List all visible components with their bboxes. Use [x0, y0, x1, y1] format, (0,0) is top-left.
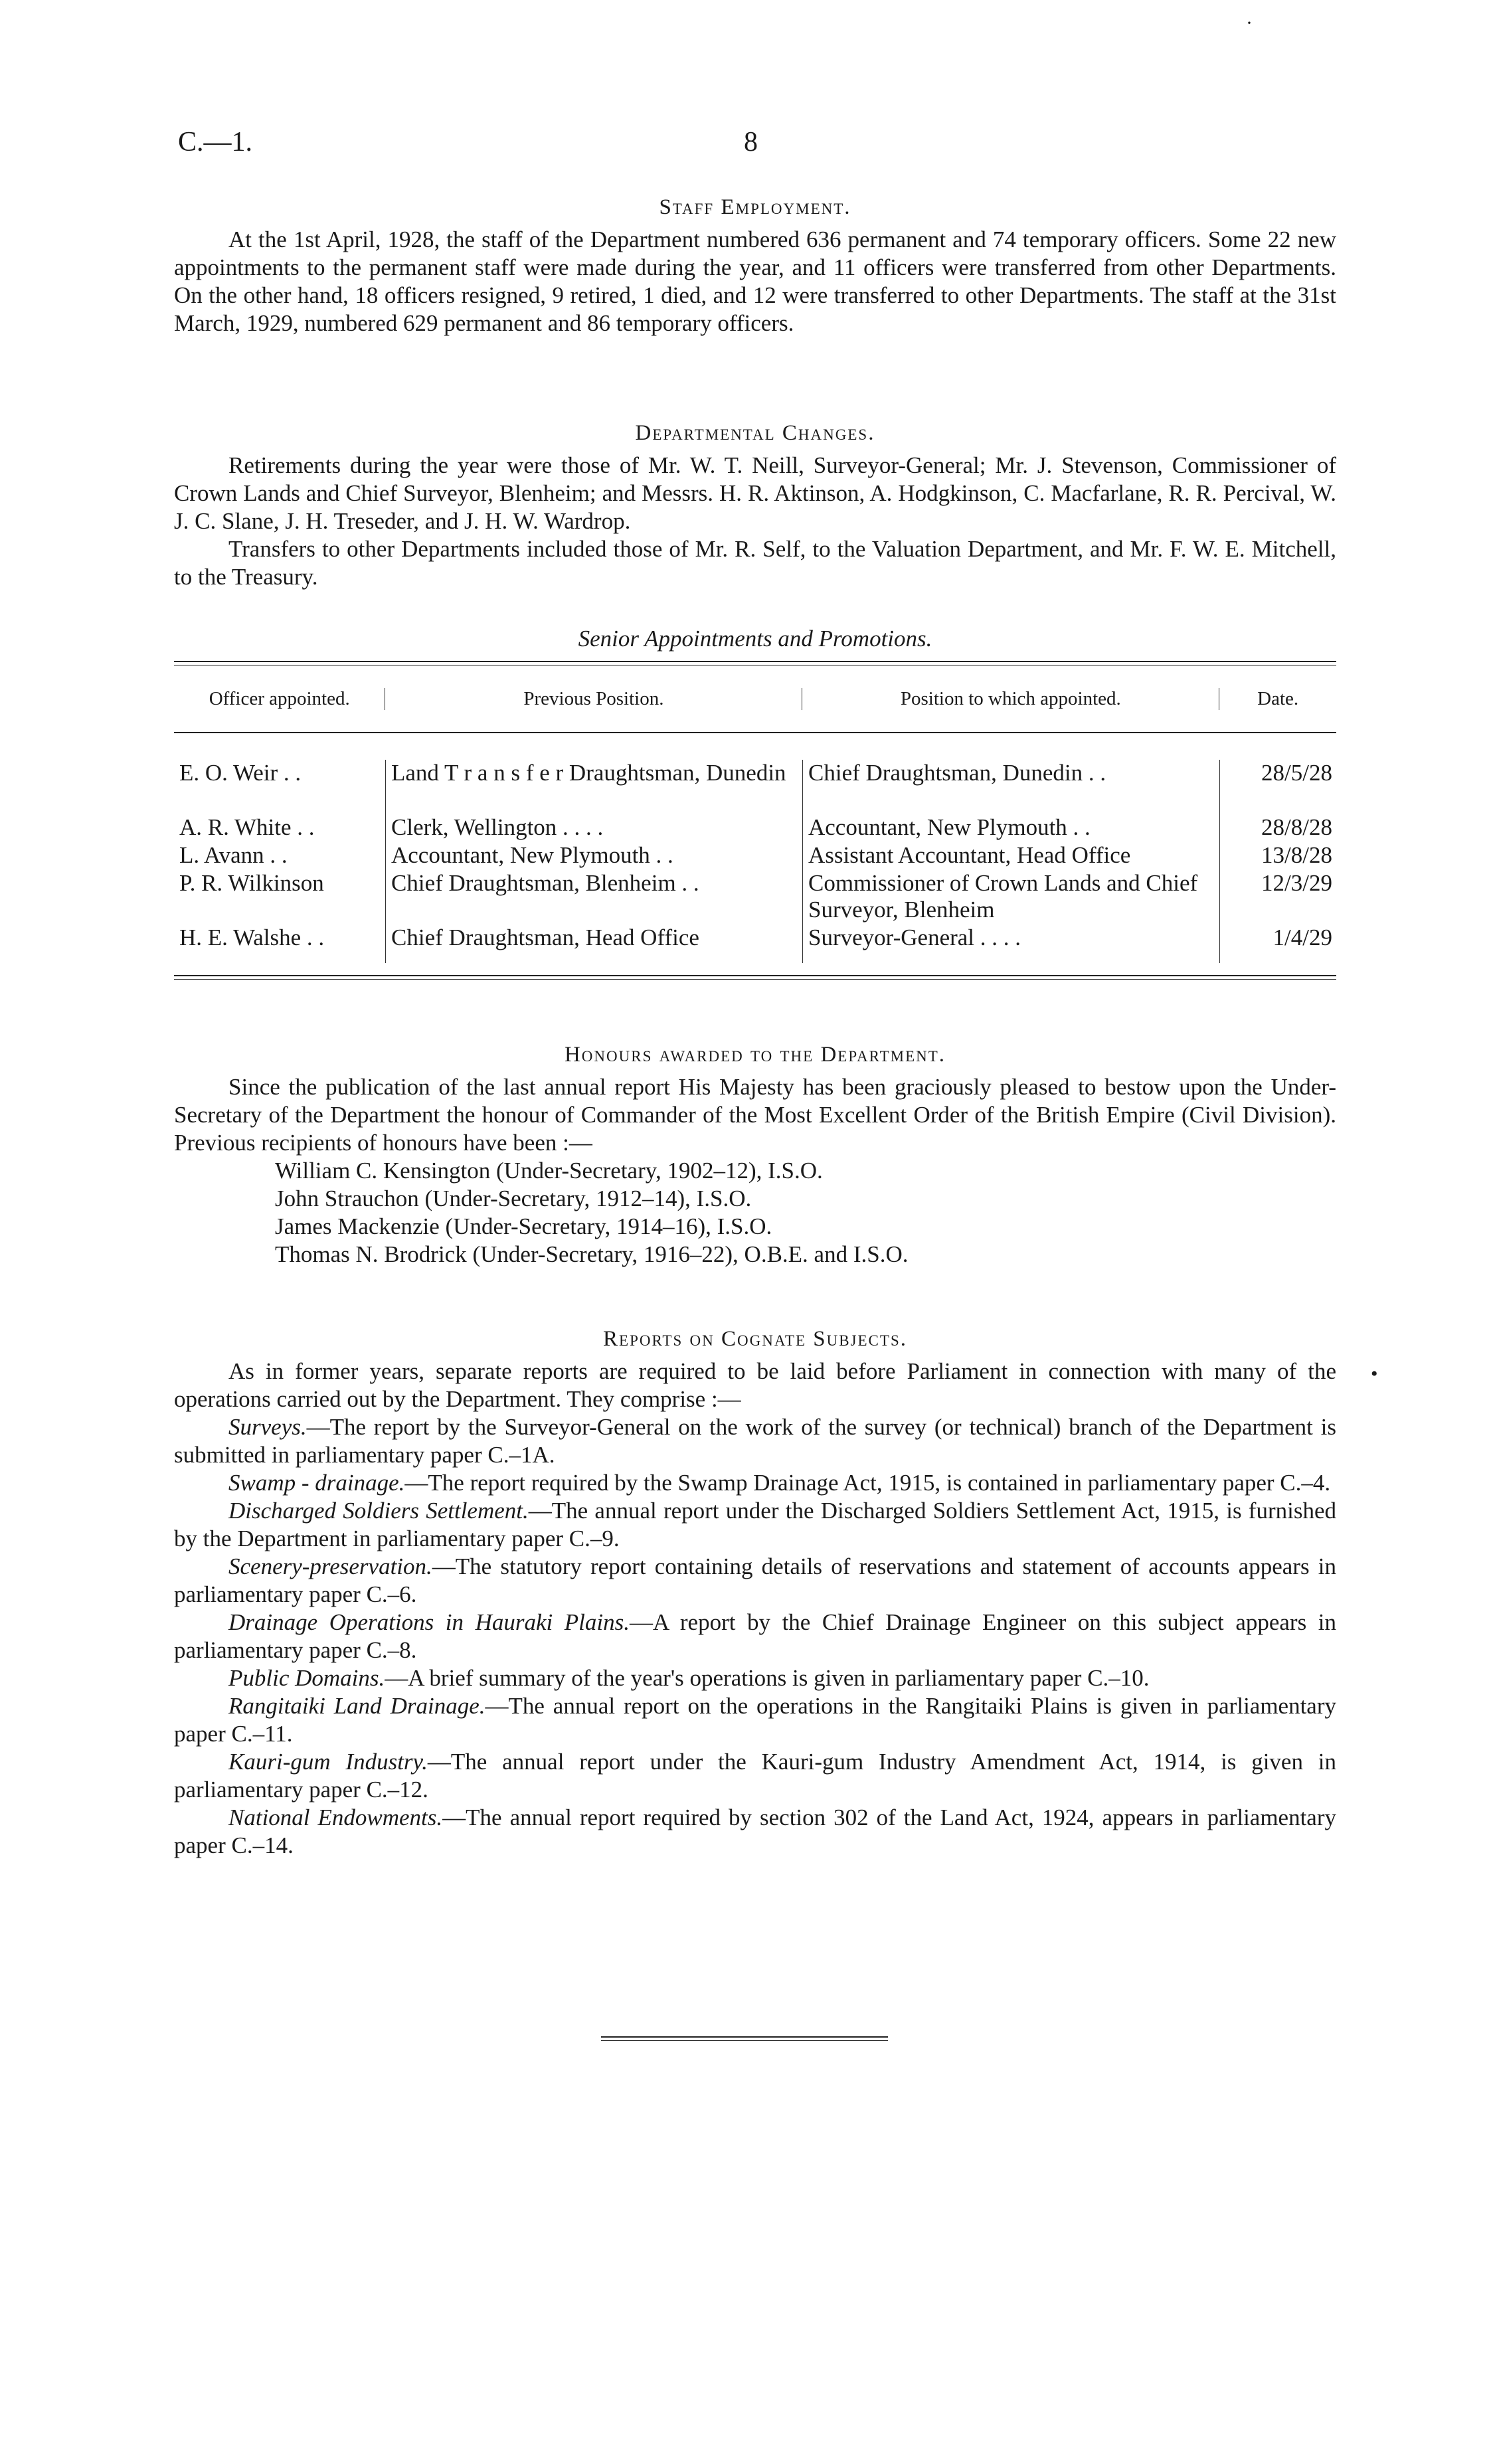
transfers-paragraph: Transfers to other Departments included those of Mr. R. Self, to the Valuation Department, and Mr. F. W. E. Mitchell, to the Treasury.: [174, 536, 1336, 590]
item-text: —The annual report under the Discharged Soldiers Settlement Act, 1915, is furnished by the Department in parliamentary paper C.–9.: [174, 1498, 1337, 1551]
cell-appointed: Surveyor-General . . . .: [802, 924, 1219, 963]
staff-employment-section: [174, 194, 1336, 337]
item-text: —The report required by the Swamp Drainage Act, 1915, is contained in parliamentary paper C.–4.: [404, 1470, 1331, 1496]
item-lead: Drainage Operations in Hauraki Plains.: [228, 1609, 630, 1635]
cell-officer: H. E. Walshe . .: [179, 924, 325, 950]
table-caption: Senior Appointments and Promotions.: [578, 626, 932, 652]
list-item: [174, 1553, 1336, 1609]
list-item: [174, 1497, 1336, 1553]
cell-officer: L. Avann . .: [179, 842, 288, 868]
item-lead: National Endowments.: [228, 1804, 443, 1830]
retirements-paragraph: Retirements during the year were those of Mr. W. T. Neill, Surveyor-General; Mr. J. Stevenson, Commissioner of Crown Lands and Chief Surveyor, Blenheim; and Messrs. H. R. Aktinson, A. Hodgkinson, C. Macfarlane, R. R. Percival, W. J. C. Slane, J. H. Treseder, and J. H. W. Wardrop.: [174, 452, 1336, 534]
list-item: William C. Kensington (Under-Secretary, 1902–12), I.S.O.: [275, 1158, 823, 1184]
appointments-table: [174, 661, 1336, 980]
cell-previous: Chief Draughtsman, Blenheim . .: [385, 870, 802, 924]
table-row: [174, 760, 1336, 814]
list-item: [174, 1692, 1336, 1748]
margin-dot: ·: [1246, 12, 1253, 34]
cell-appointed: Assistant Accountant, Head Office: [802, 842, 1219, 870]
page-number: 8: [744, 127, 758, 157]
staff-employment-text: At the 1st April, 1928, the staff of the Department numbered 636 permanent and 74 temporary officers. Some 22 new appointments to the permanent staff were made during the year, and 11 officers were transferred from other Departments. On the other hand, 18 officers resigned, 9 retired, 1 died, and 12 were transferred to other Departments. The staff at the 31st March, 1929, numbered 629 permanent and 86 temporary officers.: [174, 226, 1336, 336]
list-item: [174, 1664, 1336, 1692]
item-lead: Public Domains.: [228, 1665, 385, 1691]
header-previous: Previous Position.: [385, 688, 802, 710]
table-bottom-rule: [174, 975, 1336, 976]
departmental-changes-section: [174, 420, 1336, 591]
cell-date: 13/8/28: [1219, 842, 1336, 870]
item-text: —A brief summary of the year's operations is given in parliamentary paper C.–10.: [385, 1665, 1150, 1691]
table-row: [174, 870, 1336, 924]
list-item: [174, 1804, 1336, 1860]
item-text: —The annual report on the operations in the Rangitaiki Plains is given in parliamentary paper C.–11.: [174, 1693, 1336, 1747]
staff-employment-title: Staff Employment.: [659, 195, 851, 219]
item-lead: Rangitaiki Land Drainage.: [228, 1693, 485, 1719]
cell-date: 28/5/28: [1219, 760, 1336, 814]
paper-code: C.—1.: [178, 127, 253, 157]
item-text: —The report by the Surveyor-General on the work of the survey (or technical) branch of the Department is submitted in parliamentary paper C.–1A.: [174, 1414, 1336, 1468]
table-body: [174, 733, 1336, 963]
cognate-reports-section: [174, 1326, 1336, 1860]
cell-date: 12/3/29: [1219, 870, 1336, 924]
item-text: —A report by the Chief Drainage Engineer on this subject appears in parliamentary paper C.–8.: [174, 1609, 1336, 1663]
header-date: Date.: [1219, 688, 1336, 710]
item-lead: Scenery-preservation.: [228, 1553, 432, 1579]
cell-officer: P. R. Wilkinson: [179, 870, 324, 896]
cell-previous: Clerk, Wellington . . . .: [385, 814, 802, 842]
cell-appointed: Commissioner of Crown Lands and Chief Surveyor, Blenheim: [802, 870, 1219, 924]
cell-date: 1/4/29: [1219, 924, 1336, 963]
header-appointed: Position to which appointed.: [802, 688, 1219, 710]
honours-recipient-list: [174, 1157, 1336, 1269]
cell-previous: Accountant, New Plymouth . .: [385, 842, 802, 870]
list-item: [174, 1413, 1336, 1469]
departmental-changes-title: Departmental Changes.: [635, 421, 875, 445]
honours-text: Since the publication of the last annual report His Majesty has been graciously pleased to bestow upon the Under-Secretary of the Department the honour of Commander of the Most Excellent Order of the British Empire (Civil Division). Previous recipients of honours have been :—: [174, 1074, 1336, 1156]
cell-previous: Land T r a n s f e r Draughtsman, Dunedin: [385, 760, 802, 814]
item-text: —The annual report under the Kauri-gum Industry Amendment Act, 1914, is given in parliamentary paper C.–12.: [174, 1749, 1336, 1803]
header-officer: Officer appointed.: [209, 687, 350, 709]
honours-section: [174, 1041, 1336, 1269]
item-text: —The statutory report containing details of reservations and statement of accounts appears in parliamentary paper C.–6.: [174, 1553, 1336, 1607]
margin-bullet: •: [1371, 1363, 1378, 1385]
list-item: John Strauchon (Under-Secretary, 1912–14), I.S.O.: [275, 1186, 752, 1211]
cell-appointed: Chief Draughtsman, Dunedin . .: [802, 760, 1219, 814]
list-item: Thomas N. Brodrick (Under-Secretary, 1916–22), O.B.E. and I.S.O.: [275, 1241, 909, 1267]
end-rule: [601, 2036, 888, 2038]
cell-officer: A. R. White . .: [179, 814, 315, 840]
list-item: James Mackenzie (Under-Secretary, 1914–16), I.S.O.: [275, 1213, 772, 1239]
list-item: [174, 1609, 1336, 1664]
table-row: [174, 842, 1336, 870]
table-header-row: [174, 665, 1336, 732]
table-row: [174, 924, 1336, 963]
honours-title: Honours awarded to the Department.: [564, 1043, 946, 1067]
cell-appointed: Accountant, New Plymouth . .: [802, 814, 1219, 842]
table-row: [174, 814, 1336, 842]
list-item: [174, 1748, 1336, 1804]
item-lead: Surveys.: [228, 1414, 307, 1440]
cell-previous: Chief Draughtsman, Head Office: [385, 924, 802, 963]
item-lead: Discharged Soldiers Settlement.: [228, 1498, 529, 1524]
cognate-reports-intro: As in former years, separate reports are required to be laid before Parliament in connection with many of the operations carried out by the Department. They comprise :—: [174, 1358, 1336, 1412]
cognate-reports-title: Reports on Cognate Subjects.: [603, 1327, 907, 1351]
list-item: [174, 1469, 1336, 1497]
cell-officer: E. O. Weir . .: [179, 760, 302, 786]
item-text: —The annual report required by section 302 of the Land Act, 1924, appears in parliamentary paper C.–14.: [174, 1804, 1336, 1858]
item-lead: Swamp - drainage.: [228, 1470, 405, 1496]
end-rule-inner: [601, 2040, 888, 2041]
cell-date: 28/8/28: [1219, 814, 1336, 842]
table-bottom-rule-inner: [174, 979, 1336, 980]
table-top-rule: [174, 661, 1336, 662]
item-lead: Kauri-gum Industry.: [228, 1749, 428, 1775]
